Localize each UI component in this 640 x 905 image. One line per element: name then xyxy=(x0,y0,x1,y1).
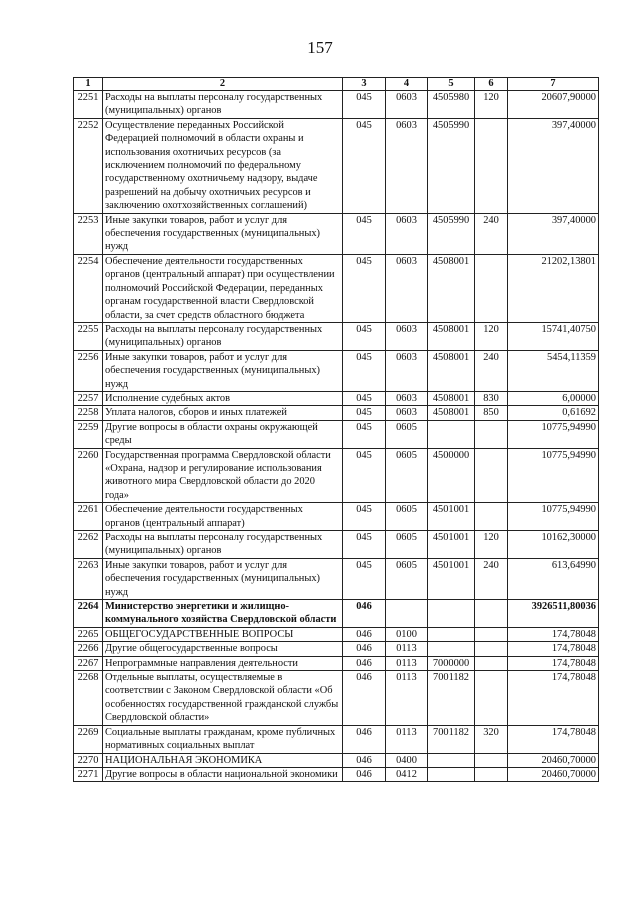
item-name-cell: Другие вопросы в области охраны окружающей среды xyxy=(103,420,343,448)
table-body xyxy=(74,91,599,782)
grbs-code-cell: 046 xyxy=(343,671,386,726)
grbs-code-cell: 046 xyxy=(343,725,386,753)
target-code-cell: 4508001 xyxy=(428,391,475,405)
section-code-cell: 0113 xyxy=(386,656,428,670)
row-number-cell: 2256 xyxy=(74,350,103,391)
item-name-cell: Расходы на выплаты персоналу государственных (муниципальных) органов xyxy=(103,322,343,350)
target-code-cell: 4501001 xyxy=(428,558,475,599)
item-name-cell: Осуществление переданных Российской Федерацией полномочий в области охраны и использования охотничьих ресурсов (за исключением полномочий по федеральному государственному охотничьему надзору, выдаче разрешений на добычу охотничьих ресурсов и заключению охотхозяйственных соглашений) xyxy=(103,118,343,213)
header-cell: 7 xyxy=(508,78,599,91)
target-code-cell xyxy=(428,753,475,767)
amount-cell: 174,78048 xyxy=(508,642,599,656)
table-row xyxy=(74,558,599,599)
row-number-cell: 2262 xyxy=(74,531,103,559)
amount-cell: 6,00000 xyxy=(508,391,599,405)
table-row xyxy=(74,91,599,119)
expense-type-code-cell xyxy=(475,254,508,322)
amount-cell: 174,78048 xyxy=(508,671,599,726)
row-number-cell: 2254 xyxy=(74,254,103,322)
target-code-cell xyxy=(428,767,475,781)
grbs-code-cell: 045 xyxy=(343,406,386,420)
header-cell: 3 xyxy=(343,78,386,91)
target-code-cell xyxy=(428,600,475,628)
row-number-cell: 2259 xyxy=(74,420,103,448)
item-name-cell: Другие вопросы в области национальной экономики xyxy=(103,767,343,781)
expense-type-code-cell: 240 xyxy=(475,213,508,254)
target-code-cell: 4508001 xyxy=(428,350,475,391)
table-row xyxy=(74,213,599,254)
target-code-cell xyxy=(428,627,475,641)
item-name-cell: Непрограммные направления деятельности xyxy=(103,656,343,670)
grbs-code-cell: 045 xyxy=(343,420,386,448)
grbs-code-cell: 045 xyxy=(343,91,386,119)
expense-type-code-cell xyxy=(475,503,508,531)
amount-cell: 20460,70000 xyxy=(508,767,599,781)
target-code-cell: 4505990 xyxy=(428,118,475,213)
item-name-cell: Другие общегосударственные вопросы xyxy=(103,642,343,656)
section-code-cell xyxy=(386,600,428,628)
header-cell: 1 xyxy=(74,78,103,91)
target-code-cell: 4508001 xyxy=(428,254,475,322)
grbs-code-cell: 045 xyxy=(343,558,386,599)
section-code-cell: 0412 xyxy=(386,767,428,781)
table-row xyxy=(74,656,599,670)
expense-type-code-cell: 240 xyxy=(475,350,508,391)
table-row xyxy=(74,671,599,726)
row-number-cell: 2267 xyxy=(74,656,103,670)
grbs-code-cell: 045 xyxy=(343,391,386,405)
expense-type-code-cell xyxy=(475,671,508,726)
amount-cell: 5454,11359 xyxy=(508,350,599,391)
section-code-cell: 0603 xyxy=(386,350,428,391)
grbs-code-cell: 046 xyxy=(343,767,386,781)
row-number-cell: 2271 xyxy=(74,767,103,781)
item-name-cell: Обеспечение деятельности государственных органов (центральный аппарат) при осуществлении полномочий Российской Федерации, переданных органам государственной власти Свердловской области, за счет средств областного бюджета xyxy=(103,254,343,322)
expense-type-code-cell: 850 xyxy=(475,406,508,420)
expense-type-code-cell xyxy=(475,118,508,213)
target-code-cell: 4508001 xyxy=(428,322,475,350)
grbs-code-cell: 046 xyxy=(343,600,386,628)
table-row xyxy=(74,600,599,628)
amount-cell: 397,40000 xyxy=(508,118,599,213)
item-name-cell: Социальные выплаты гражданам, кроме публичных нормативных социальных выплат xyxy=(103,725,343,753)
amount-cell: 174,78048 xyxy=(508,627,599,641)
expense-type-code-cell xyxy=(475,420,508,448)
target-code-cell xyxy=(428,642,475,656)
item-name-cell: Иные закупки товаров, работ и услуг для обеспечения государственных (муниципальных) нужд xyxy=(103,213,343,254)
grbs-code-cell: 046 xyxy=(343,656,386,670)
section-code-cell: 0605 xyxy=(386,420,428,448)
amount-cell: 20607,90000 xyxy=(508,91,599,119)
amount-cell: 3926511,80036 xyxy=(508,600,599,628)
item-name-cell: Иные закупки товаров, работ и услуг для обеспечения государственных (муниципальных) нужд xyxy=(103,350,343,391)
expense-type-code-cell: 120 xyxy=(475,322,508,350)
section-code-cell: 0400 xyxy=(386,753,428,767)
table-row xyxy=(74,627,599,641)
expense-type-code-cell xyxy=(475,642,508,656)
amount-cell: 174,78048 xyxy=(508,725,599,753)
amount-cell: 10775,94990 xyxy=(508,503,599,531)
table-header-row xyxy=(74,78,599,91)
section-code-cell: 0603 xyxy=(386,391,428,405)
section-code-cell: 0100 xyxy=(386,627,428,641)
item-name-cell: НАЦИОНАЛЬНАЯ ЭКОНОМИКА xyxy=(103,753,343,767)
item-name-cell: Министерство энергетики и жилищно-коммунального хозяйства Свердловской области xyxy=(103,600,343,628)
row-number-cell: 2269 xyxy=(74,725,103,753)
item-name-cell: Расходы на выплаты персоналу государственных (муниципальных) органов xyxy=(103,91,343,119)
expense-type-code-cell: 830 xyxy=(475,391,508,405)
table-row xyxy=(74,448,599,503)
item-name-cell: Обеспечение деятельности государственных органов (центральный аппарат) xyxy=(103,503,343,531)
table-row xyxy=(74,531,599,559)
grbs-code-cell: 046 xyxy=(343,753,386,767)
grbs-code-cell: 046 xyxy=(343,642,386,656)
amount-cell: 613,64990 xyxy=(508,558,599,599)
header-cell: 2 xyxy=(103,78,343,91)
item-name-cell: Иные закупки товаров, работ и услуг для обеспечения государственных (муниципальных) нужд xyxy=(103,558,343,599)
grbs-code-cell: 046 xyxy=(343,627,386,641)
target-code-cell: 4508001 xyxy=(428,406,475,420)
section-code-cell: 0603 xyxy=(386,91,428,119)
row-number-cell: 2268 xyxy=(74,671,103,726)
grbs-code-cell: 045 xyxy=(343,118,386,213)
section-code-cell: 0605 xyxy=(386,531,428,559)
row-number-cell: 2253 xyxy=(74,213,103,254)
grbs-code-cell: 045 xyxy=(343,254,386,322)
expense-type-code-cell: 120 xyxy=(475,531,508,559)
grbs-code-cell: 045 xyxy=(343,213,386,254)
amount-cell: 10775,94990 xyxy=(508,420,599,448)
table-row xyxy=(74,350,599,391)
section-code-cell: 0603 xyxy=(386,322,428,350)
table-row xyxy=(74,254,599,322)
section-code-cell: 0113 xyxy=(386,725,428,753)
section-code-cell: 0113 xyxy=(386,671,428,726)
target-code-cell: 7001182 xyxy=(428,671,475,726)
expense-type-code-cell xyxy=(475,767,508,781)
expense-type-code-cell xyxy=(475,753,508,767)
grbs-code-cell: 045 xyxy=(343,503,386,531)
section-code-cell: 0605 xyxy=(386,503,428,531)
target-code-cell: 4501001 xyxy=(428,503,475,531)
amount-cell: 10775,94990 xyxy=(508,448,599,503)
target-code-cell: 4505990 xyxy=(428,213,475,254)
table-row xyxy=(74,322,599,350)
amount-cell: 20460,70000 xyxy=(508,753,599,767)
section-code-cell: 0603 xyxy=(386,254,428,322)
expense-type-code-cell xyxy=(475,627,508,641)
table-row xyxy=(74,503,599,531)
grbs-code-cell: 045 xyxy=(343,531,386,559)
section-code-cell: 0603 xyxy=(386,213,428,254)
row-number-cell: 2260 xyxy=(74,448,103,503)
row-number-cell: 2265 xyxy=(74,627,103,641)
amount-cell: 21202,13801 xyxy=(508,254,599,322)
item-name-cell: Исполнение судебных актов xyxy=(103,391,343,405)
expense-type-code-cell: 120 xyxy=(475,91,508,119)
header-cell: 5 xyxy=(428,78,475,91)
amount-cell: 174,78048 xyxy=(508,656,599,670)
row-number-cell: 2270 xyxy=(74,753,103,767)
amount-cell: 0,61692 xyxy=(508,406,599,420)
row-number-cell: 2257 xyxy=(74,391,103,405)
section-code-cell: 0603 xyxy=(386,118,428,213)
header-cell: 6 xyxy=(475,78,508,91)
expense-type-code-cell: 320 xyxy=(475,725,508,753)
target-code-cell: 7001182 xyxy=(428,725,475,753)
row-number-cell: 2252 xyxy=(74,118,103,213)
table-row xyxy=(74,725,599,753)
row-number-cell: 2266 xyxy=(74,642,103,656)
expense-type-code-cell xyxy=(475,656,508,670)
amount-cell: 10162,30000 xyxy=(508,531,599,559)
section-code-cell: 0113 xyxy=(386,642,428,656)
target-code-cell: 4500000 xyxy=(428,448,475,503)
item-name-cell: Государственная программа Свердловской области «Охрана, надзор и регулирование использования животного мира Свердловской области до 2020 года» xyxy=(103,448,343,503)
table-row xyxy=(74,118,599,213)
header-cell: 4 xyxy=(386,78,428,91)
table-row xyxy=(74,767,599,781)
row-number-cell: 2264 xyxy=(74,600,103,628)
grbs-code-cell: 045 xyxy=(343,350,386,391)
table-row xyxy=(74,420,599,448)
item-name-cell: ОБЩЕГОСУДАРСТВЕННЫЕ ВОПРОСЫ xyxy=(103,627,343,641)
row-number-cell: 2255 xyxy=(74,322,103,350)
row-number-cell: 2251 xyxy=(74,91,103,119)
budget-table xyxy=(73,77,599,782)
table-row xyxy=(74,753,599,767)
page-number: 157 xyxy=(307,38,333,57)
row-number-cell: 2261 xyxy=(74,503,103,531)
item-name-cell: Уплата налогов, сборов и иных платежей xyxy=(103,406,343,420)
target-code-cell: 4501001 xyxy=(428,531,475,559)
row-number-cell: 2263 xyxy=(74,558,103,599)
amount-cell: 15741,40750 xyxy=(508,322,599,350)
grbs-code-cell: 045 xyxy=(343,448,386,503)
table-row xyxy=(74,406,599,420)
section-code-cell: 0603 xyxy=(386,406,428,420)
section-code-cell: 0605 xyxy=(386,448,428,503)
row-number-cell: 2258 xyxy=(74,406,103,420)
expense-type-code-cell: 240 xyxy=(475,558,508,599)
expense-type-code-cell xyxy=(475,448,508,503)
target-code-cell: 4505980 xyxy=(428,91,475,119)
target-code-cell xyxy=(428,420,475,448)
table-row xyxy=(74,391,599,405)
item-name-cell: Отдельные выплаты, осуществляемые в соответствии с Законом Свердловской области «Об особенностях государственной гражданской службы Свердловской области» xyxy=(103,671,343,726)
target-code-cell: 7000000 xyxy=(428,656,475,670)
table-row xyxy=(74,642,599,656)
amount-cell: 397,40000 xyxy=(508,213,599,254)
grbs-code-cell: 045 xyxy=(343,322,386,350)
section-code-cell: 0605 xyxy=(386,558,428,599)
item-name-cell: Расходы на выплаты персоналу государственных (муниципальных) органов xyxy=(103,531,343,559)
expense-type-code-cell xyxy=(475,600,508,628)
